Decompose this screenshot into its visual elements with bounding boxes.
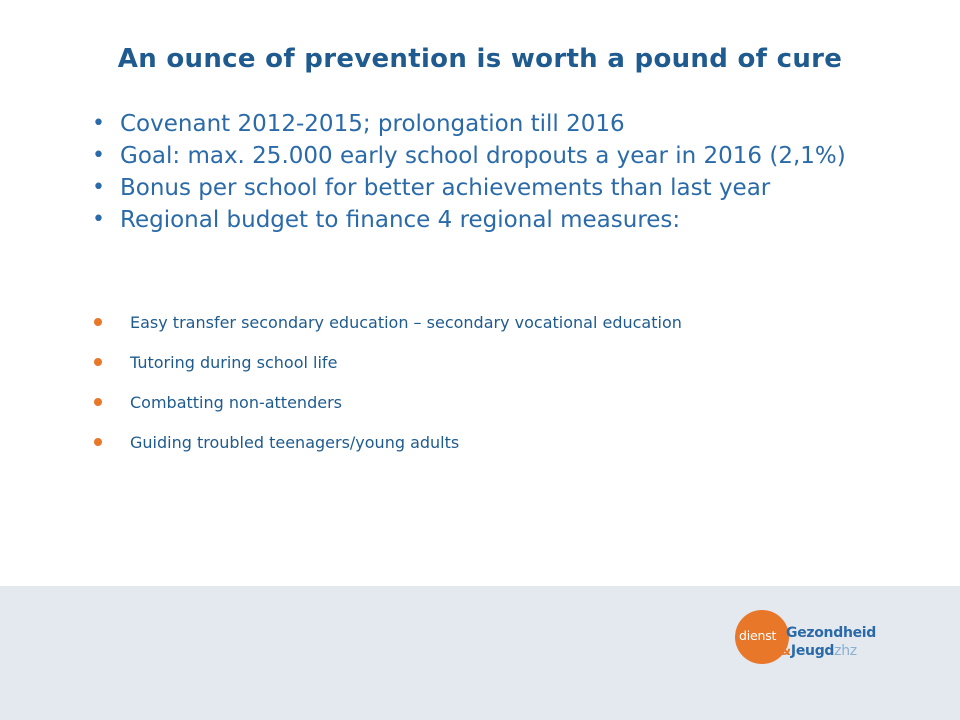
orange-dot-icon bbox=[94, 398, 102, 406]
main-bullet-item bbox=[90, 108, 890, 140]
logo-zhz-text: zhz bbox=[834, 643, 857, 659]
orange-dot-icon bbox=[94, 438, 102, 446]
main-bullet-item bbox=[90, 140, 890, 172]
logo-ampersand: & bbox=[779, 643, 791, 659]
main-bullet-item bbox=[90, 204, 890, 236]
bullet-icon: • bbox=[92, 175, 105, 200]
logo-jeugd-text: Jeugd bbox=[790, 643, 835, 659]
sub-bullet-text: Tutoring during school life bbox=[130, 353, 338, 372]
main-bullet-item bbox=[90, 172, 890, 204]
bullet-icon: • bbox=[92, 143, 105, 168]
main-bullet-text: Regional budget to finance 4 regional measures: bbox=[120, 207, 681, 233]
sub-bullet-item bbox=[90, 430, 890, 470]
main-bullet-text: Bonus per school for better achievements than last year bbox=[120, 175, 771, 201]
sub-bullet-text: Easy transfer secondary education – secondary vocational education bbox=[130, 313, 682, 332]
orange-dot-icon bbox=[94, 318, 102, 326]
main-bullet-text: Goal: max. 25.000 early school dropouts a year in 2016 (2,1%) bbox=[120, 143, 846, 169]
orange-dot-icon bbox=[94, 358, 102, 366]
sub-bullet-item bbox=[90, 390, 890, 430]
slide-title: An ounce of prevention is worth a pound of cure bbox=[117, 44, 843, 74]
logo-line2 bbox=[779, 643, 857, 659]
sub-bullet-item bbox=[90, 350, 890, 390]
logo-line1-text: Gezondheid bbox=[786, 625, 877, 641]
bullet-icon: • bbox=[92, 207, 105, 232]
sub-bullet-text: Guiding troubled teenagers/young adults bbox=[130, 433, 460, 452]
sub-bullet-text: Combatting non-attenders bbox=[130, 393, 342, 412]
logo-dienst-text: dienst bbox=[739, 628, 777, 643]
organization-logo bbox=[735, 610, 925, 666]
sub-bullet-item bbox=[90, 310, 890, 350]
main-bullet-list bbox=[90, 108, 890, 236]
main-bullet-text: Covenant 2012-2015; prolongation till 2016 bbox=[120, 111, 625, 137]
sub-bullet-list bbox=[90, 310, 890, 470]
bullet-icon: • bbox=[92, 111, 105, 136]
